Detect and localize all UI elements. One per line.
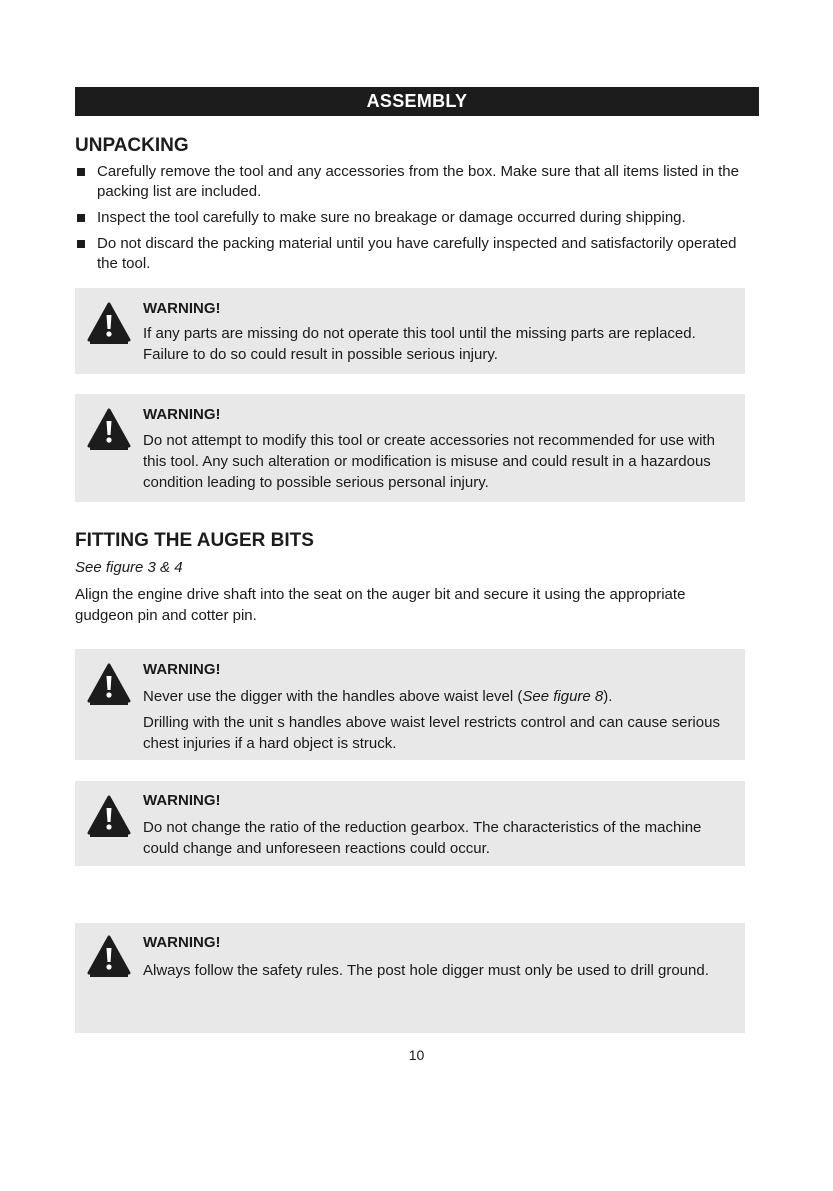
list-item: Inspect the tool carefully to make sure no breakage or damage occurred during shipping. [75,208,747,228]
warning-box [75,923,745,1033]
bullet-square-icon [77,240,85,248]
bullet-square-icon [77,214,85,222]
bullet-square-icon [77,168,85,176]
warning-triangle-icon [87,663,131,707]
warning-text: Do not attempt to modify this tool or create accessories not recommended for use with this tool. Any such alteration or modification is misuse and could result in a hazardous condition leading to possible serious personal injury. [143,432,715,491]
unpacking-list [75,162,747,280]
warning-box [75,288,745,374]
warning-title: WARNING! [143,661,221,678]
warning-text: Do not change the ratio of the reduction gearbox. The characteristics of the machine could change and unforeseen reactions could occur. [143,819,702,857]
warning-triangle-icon [87,935,131,979]
warning-title: WARNING! [143,406,221,423]
warning-text: Never use the digger with the handles above waist level (See figure 8). [143,688,613,705]
fitting-paragraph: Align the engine drive shaft into the seat on the auger bit and secure it using the appropriate gudgeon pin and cotter pin. [75,586,686,624]
section-banner: ASSEMBLY [75,87,759,116]
fitting-heading: FITTING THE AUGER BITS [75,530,314,551]
warning-box [75,394,745,502]
warning-triangle-icon [87,795,131,839]
warning-box [75,649,745,760]
page-number: 10 [408,1047,425,1063]
warning-title: WARNING! [143,300,221,317]
warning-triangle-icon [87,302,131,346]
figure-reference: See figure 3 & 4 [75,559,183,576]
warning-text: If any parts are missing do not operate this tool until the missing parts are replaced. Failure to do so could result in possible serious injury. [143,325,696,363]
warning-triangle-icon [87,408,131,452]
list-item: Carefully remove the tool and any accessories from the box. Make sure that all items listed in the packing list are included. [75,162,747,202]
figure-reference: See figure 8 [522,688,604,705]
warning-text: Always follow the safety rules. The post hole digger must only be used to drill ground. [143,962,709,979]
warning-box [75,781,745,866]
warning-text: Drilling with the unit s handles above waist level restricts control and can cause serious chest injuries if a hard object is struck. [143,714,720,752]
warning-title: WARNING! [143,792,221,809]
unpacking-heading: UNPACKING [75,135,189,156]
warning-title: WARNING! [143,934,221,951]
list-item: Do not discard the packing material until you have carefully inspected and satisfactorily operated the tool. [75,234,747,274]
